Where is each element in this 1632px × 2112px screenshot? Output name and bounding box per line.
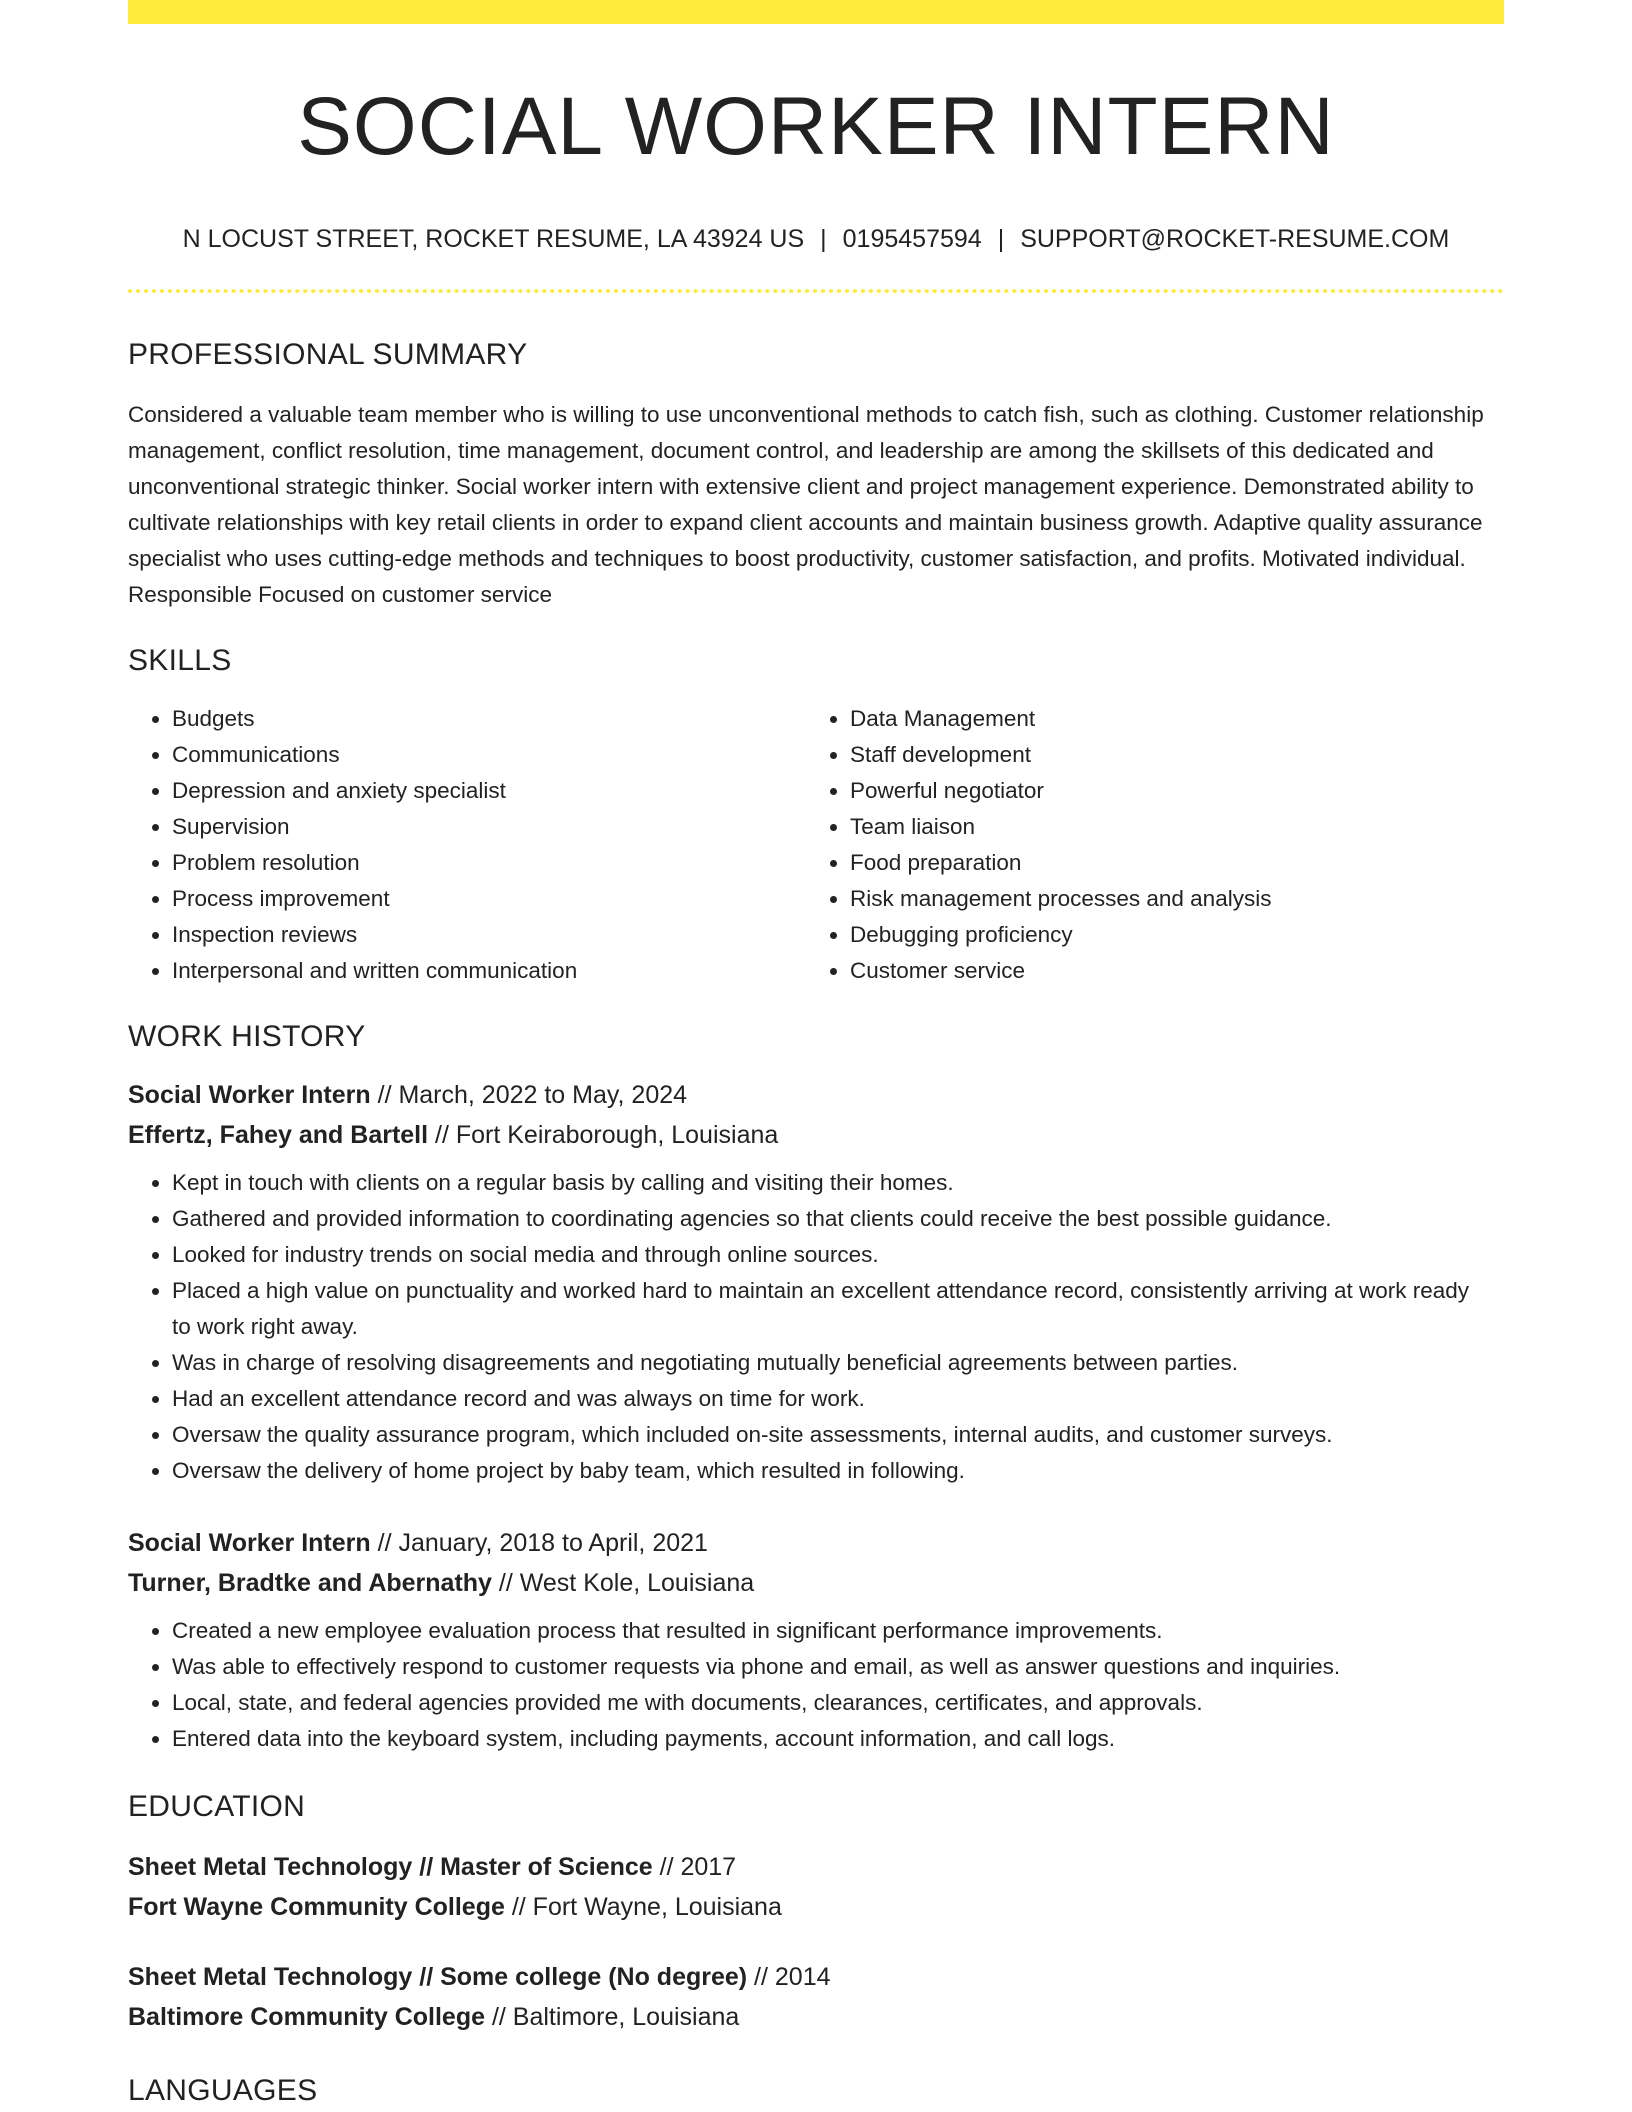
skill-item: • Food preparation <box>850 845 1484 881</box>
job-company: Turner, Bradtke and Abernathy <box>128 1569 492 1597</box>
education-school: Baltimore Community College <box>128 2003 485 2031</box>
job-company-line <box>128 1563 1504 1603</box>
job-bullet: • Was in charge of resolving disagreements and negotiating mutually beneficial agreements between parties. <box>172 1345 1504 1381</box>
job-location: // Fort Keiraborough, Louisiana <box>428 1121 779 1149</box>
skill-item: • Customer service <box>850 953 1484 989</box>
work-history-heading: WORK HISTORY <box>128 1020 366 1053</box>
summary-text: Considered a valuable team member who is willing to use unconventional methods to catch fish, such as clothing. Customer relationship management, conflict resolution, time management, document control, and leadership are among the skillsets of this dedicated and unconventional strategic thinker. Social worker intern with extensive client and project management experience. Demonstrated ability to cultivate relationships with key retail clients in order to expand client accounts and maintain business growth. Adaptive quality assurance specialist who uses cutting-edge methods and techniques to boost productivity, customer satisfaction, and profits. Motivated individual. Responsible Focused on customer service <box>128 402 1484 607</box>
job-bullet: • Looked for industry trends on social media and through online sources. <box>172 1237 1504 1273</box>
job-bullet: • Oversaw the delivery of home project by baby team, which resulted in following. <box>172 1453 1504 1489</box>
education-school: Fort Wayne Community College <box>128 1893 505 1921</box>
job-role: Social Worker Intern <box>128 1529 371 1557</box>
job-dates: // March, 2022 to May, 2024 <box>370 1081 688 1109</box>
skill-item: • Data Management <box>850 701 1484 737</box>
job-bullet: • Entered data into the keyboard system, including payments, account information, and call logs. <box>172 1721 1504 1757</box>
skill-item: • Powerful negotiator <box>850 773 1484 809</box>
job-bullet: • Gathered and provided information to coordinating agencies so that clients could receive the best possible guidance. <box>172 1201 1504 1237</box>
skill-item: • Depression and anxiety specialist <box>172 773 806 809</box>
job-bullet: • Was able to effectively respond to customer requests via phone and email, as well as answer questions and inquiries. <box>172 1649 1504 1685</box>
contact-separator: | <box>997 225 1005 253</box>
job-bullet: • Kept in touch with clients on a regular basis by calling and visiting their homes. <box>172 1165 1504 1201</box>
accent-bar <box>128 0 1504 24</box>
skill-item: • Process improvement <box>172 881 806 917</box>
education-location: // Fort Wayne, Louisiana <box>504 1893 782 1921</box>
education-heading: EDUCATION <box>128 1790 306 1823</box>
skill-item: • Staff development <box>850 737 1484 773</box>
skill-item: • Communications <box>172 737 806 773</box>
education-location: // Baltimore, Louisiana <box>485 2003 740 2031</box>
summary-heading: PROFESSIONAL SUMMARY <box>128 338 528 371</box>
skill-item: • Budgets <box>172 701 806 737</box>
job-bullets <box>128 1165 1504 1489</box>
job-bullet: • Created a new employee evaluation process that resulted in significant performance improvements. <box>172 1613 1504 1649</box>
skill-item: • Interpersonal and written communication <box>172 953 806 989</box>
contact-line <box>128 224 1504 254</box>
skill-item: • Risk management processes and analysis <box>850 881 1484 917</box>
skill-item: • Inspection reviews <box>172 917 806 953</box>
job-location: // West Kole, Louisiana <box>491 1569 755 1597</box>
job-company-line <box>128 1115 1504 1155</box>
contact-separator: | <box>820 225 827 253</box>
skills-heading: SKILLS <box>128 644 232 677</box>
skills-column-left <box>128 701 806 989</box>
job-title-line <box>128 1075 1504 1115</box>
job-bullet: • Oversaw the quality assurance program, which included on-site assessments, internal audits, and customer surveys. <box>172 1417 1504 1453</box>
education-degree: Sheet Metal Technology // Some college (No degree) <box>128 1963 748 1991</box>
education-year: // 2017 <box>652 1853 737 1881</box>
contact-phone: 0195457594 <box>842 225 982 253</box>
skill-item: • Problem resolution <box>172 845 806 881</box>
job-bullet: • Local, state, and federal agencies provided me with documents, clearances, certificates, and approvals. <box>172 1685 1504 1721</box>
skills-list <box>128 701 1504 989</box>
skill-item: • Supervision <box>172 809 806 845</box>
resume-title: SOCIAL WORKER INTERN <box>297 81 1335 172</box>
education-school-line <box>128 1997 1504 2037</box>
job-dates: // January, 2018 to April, 2021 <box>370 1529 708 1557</box>
dotted-divider <box>128 289 1504 293</box>
skill-item: • Debugging proficiency <box>850 917 1484 953</box>
job-company: Effertz, Fahey and Bartell <box>128 1121 429 1149</box>
languages-heading: LANGUAGES <box>128 2074 318 2107</box>
job-bullet: • Placed a high value on punctuality and worked hard to maintain an excellent attendance record, consistently arriving at work ready to work right away. <box>172 1273 1504 1345</box>
job-role: Social Worker Intern <box>128 1081 371 1109</box>
education-degree: Sheet Metal Technology // Master of Science <box>128 1853 653 1881</box>
skill-item: • Team liaison <box>850 809 1484 845</box>
resume-page <box>128 0 1504 2109</box>
job-bullet: • Had an excellent attendance record and was always on time for work. <box>172 1381 1504 1417</box>
contact-email: SUPPORT@ROCKET-RESUME.COM <box>1020 225 1450 253</box>
job-title-line <box>128 1523 1504 1563</box>
education-degree-line <box>128 1957 1504 1997</box>
job-bullets <box>128 1613 1504 1757</box>
education-year: // 2014 <box>747 1963 831 1991</box>
contact-address: N LOCUST STREET, ROCKET RESUME, LA 43924 US <box>182 225 805 253</box>
education-degree-line <box>128 1847 1504 1887</box>
education-school-line <box>128 1887 1504 1927</box>
skills-column-right <box>806 701 1484 989</box>
